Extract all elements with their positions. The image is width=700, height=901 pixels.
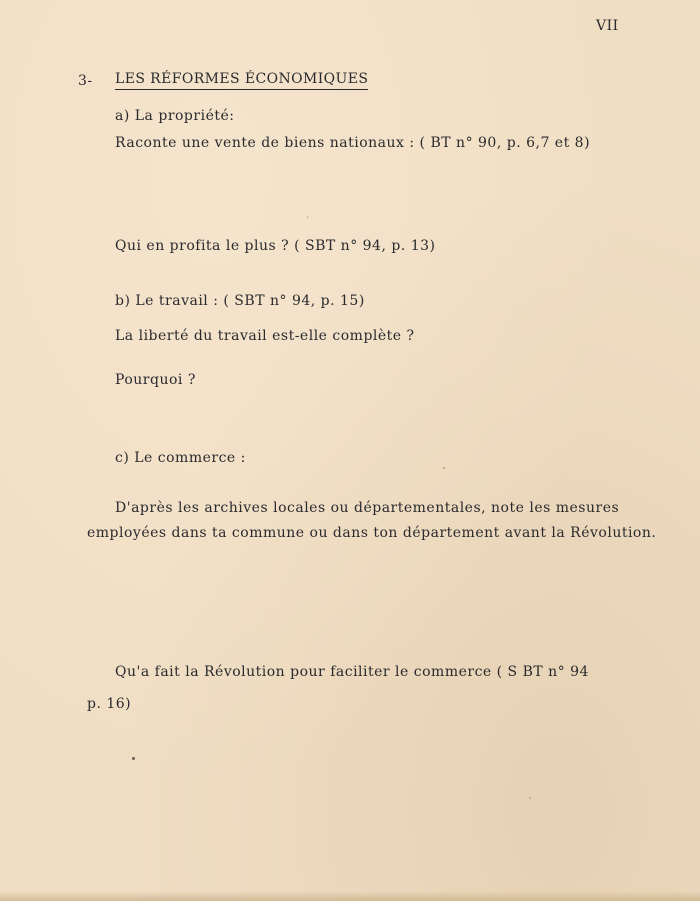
commerce-paragraph-line-2: employées dans ta commune ou dans ton département avant la Révolution. — [87, 525, 657, 541]
property-question-profit: Qui en profita le plus ? ( SBT n° 94, p. 13) — [115, 238, 436, 254]
property-heading: a) La propriété: — [115, 108, 235, 124]
work-question-freedom: La liberté du travail est-elle complète ? — [115, 328, 415, 344]
commerce-question-line-2: p. 16) — [87, 696, 132, 712]
work-question-why: Pourquoi ? — [115, 372, 196, 388]
paper-speck — [443, 467, 445, 469]
section-title: LES RÉFORMES ÉCONOMIQUES — [115, 70, 368, 90]
section-number: 3- — [78, 73, 93, 89]
work-heading: b) Le travail : ( SBT n° 94, p. 15) — [115, 293, 365, 309]
commerce-question-line-1: Qu'a fait la Révolution pour faciliter le commerce ( S BT n° 94 — [115, 664, 589, 680]
paper-bottom-edge — [0, 891, 700, 901]
commerce-heading: c) Le commerce : — [115, 450, 246, 466]
commerce-paragraph-line-1: D'après les archives locales ou départementales, note les mesures — [115, 500, 620, 516]
page-number: VII — [596, 18, 619, 34]
property-question-sale: Raconte une vente de biens nationaux : ( BT n° 90, p. 6,7 et 8) — [115, 135, 591, 151]
paper-speck — [132, 757, 135, 760]
paper-speck — [307, 216, 308, 218]
paper-speck — [529, 797, 531, 799]
